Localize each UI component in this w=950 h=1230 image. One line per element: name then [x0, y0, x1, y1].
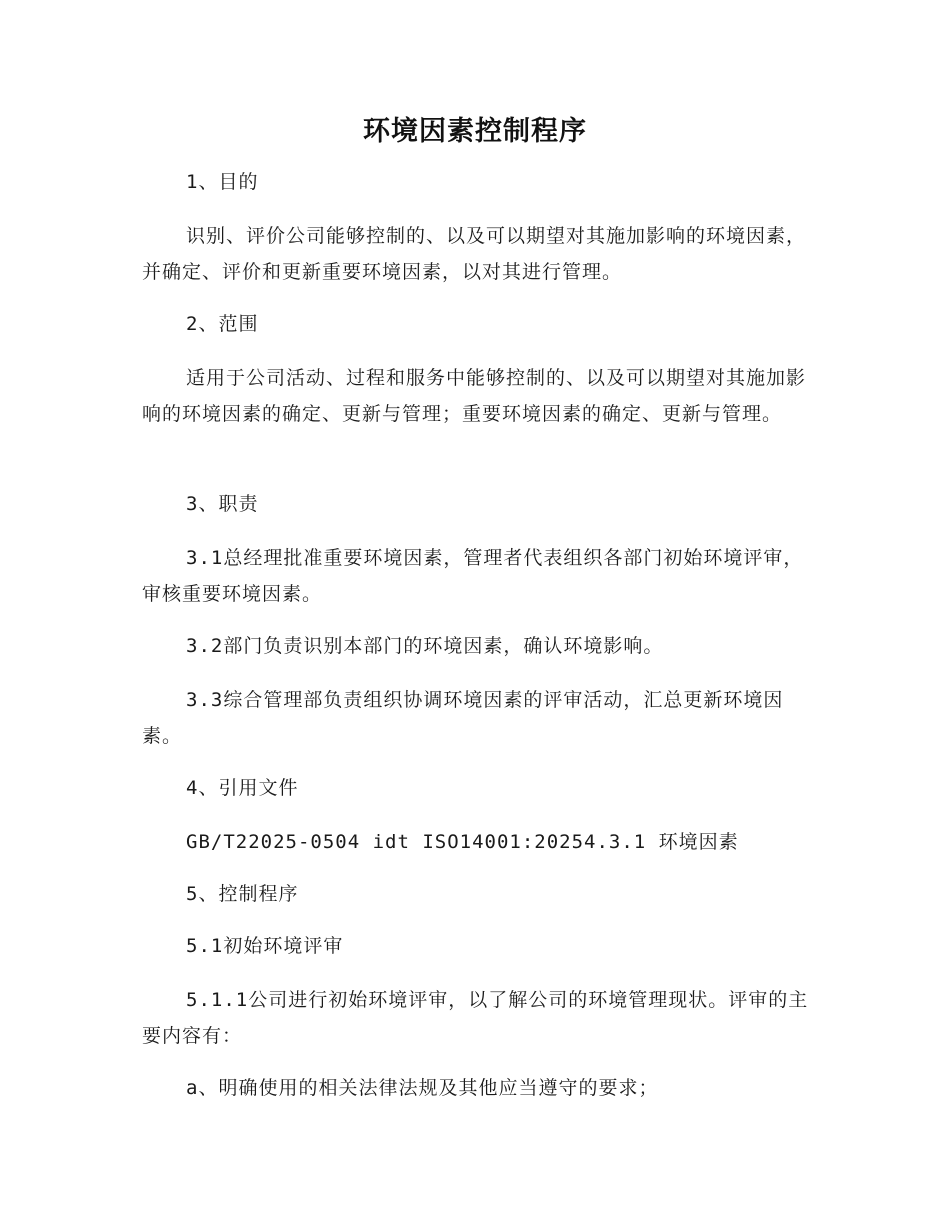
document-title: 环境因素控制程序 [363, 116, 587, 147]
paragraph-responsibility-3-1: 3.1总经理批准重要环境因素，管理者代表组织各部门初始环境评审，审核重要环境因素。 [142, 547, 804, 605]
paragraph-initial-review: 5.1.1公司进行初始环境评审，以了解公司的环境管理现状。评审的主要内容有： [142, 989, 809, 1047]
paragraph-responsibility-3-3: 3.3综合管理部负责组织协调环境因素的评审活动，汇总更新环境因素。 [142, 689, 784, 747]
paragraph-scope: 适用于公司活动、过程和服务中能够控制的、以及可以期望对其施加影响的环境因素的确定、更新与管理；重要环境因素的确定、更新与管理。 [142, 367, 807, 425]
paragraph-reference-standard: GB/T22025-0504 idt ISO14001:20254.3.1 环境因素 [186, 831, 739, 853]
heading-references: 4、引用文件 [186, 777, 299, 799]
heading-scope: 2、范围 [186, 313, 259, 335]
heading-initial-review: 5.1初始环境评审 [186, 935, 344, 957]
list-item-a: a、明确使用的相关法律法规及其他应当遵守的要求； [186, 1077, 659, 1099]
heading-purpose: 1、目的 [186, 171, 259, 193]
paragraph-responsibility-3-2: 3.2部门负责识别本部门的环境因素，确认环境影响。 [186, 635, 664, 657]
heading-control-procedure: 5、控制程序 [186, 883, 299, 905]
heading-responsibilities: 3、职责 [186, 493, 259, 515]
paragraph-purpose: 识别、评价公司能够控制的、以及可以期望对其施加影响的环境因素，并确定、评价和更新重要环境因素，以对其进行管理。 [142, 225, 807, 283]
